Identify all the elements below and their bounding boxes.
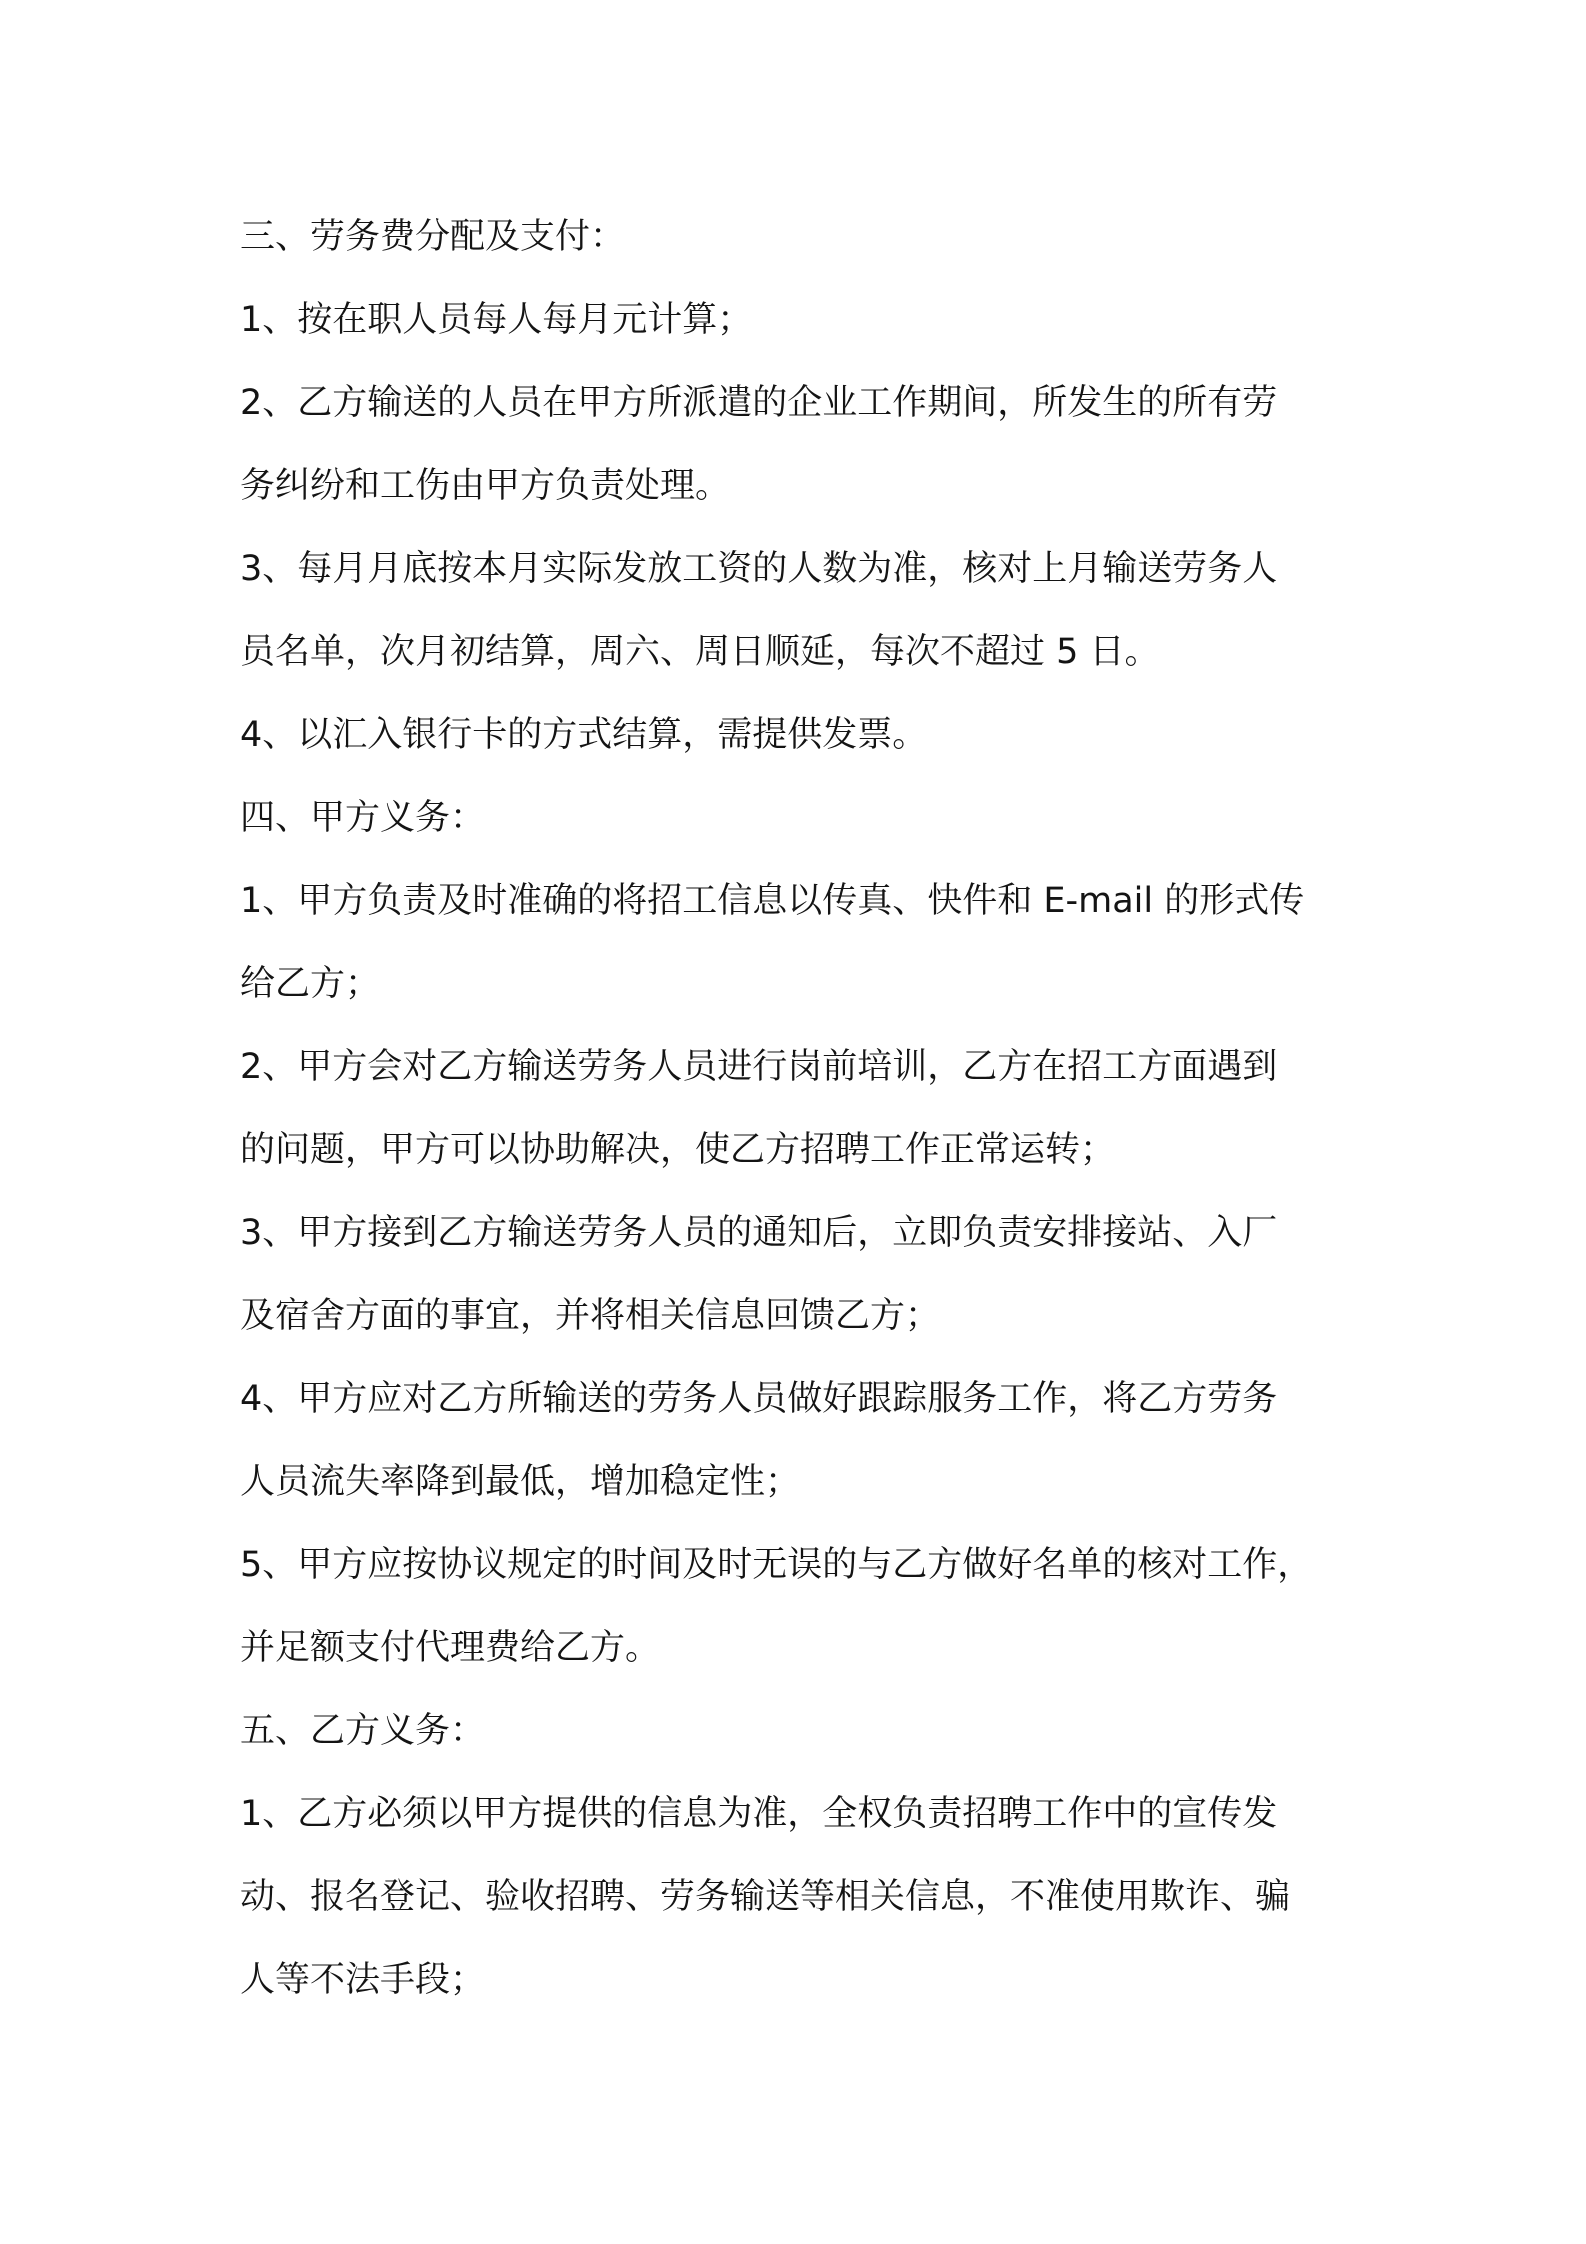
section-heading-5: 五、乙方义务： [240,1711,486,1751]
paragraph-line: 给乙方； [240,964,381,1004]
paragraph-line: 1、乙方必须以甲方提供的信息为准，全权负责招聘工作中的宣传发 [240,1794,1278,1834]
paragraph-line: 的问题，甲方可以协助解决，使乙方招聘工作正常运转； [240,1130,1116,1170]
paragraph-line: 人等不法手段； [240,1960,486,2000]
paragraph-line: 4、甲方应对乙方所输送的劳务人员做好跟踪服务工作，将乙方劳务 [240,1379,1278,1419]
paragraph-line: 人员流失率降到最低，增加稳定性； [240,1462,801,1502]
paragraph-line: 2、甲方会对乙方输送劳务人员进行岗前培训，乙方在招工方面遇到 [240,1047,1278,1087]
paragraph-line: 务纠纷和工伤由甲方负责处理。 [240,466,731,506]
paragraph-line: 并足额支付代理费给乙方。 [240,1628,661,1668]
paragraph-line: 3、甲方接到乙方输送劳务人员的通知后，立即负责安排接站、入厂 [240,1213,1278,1253]
section-heading-4: 四、甲方义务： [240,798,486,838]
paragraph-line: 及宿舍方面的事宜，并将相关信息回馈乙方； [240,1296,941,1336]
paragraph-line: 员名单，次月初结算，周六、周日顺延，每次不超过 5 日。 [240,632,1160,672]
document-body [240,196,1360,2022]
paragraph-line: 1、甲方负责及时准确的将招工信息以传真、快件和 E-mail 的形式传 [240,881,1305,921]
paragraph-line: 4、以汇入银行卡的方式结算，需提供发票。 [240,715,928,755]
paragraph-line: 3、每月月底按本月实际发放工资的人数为准，核对上月输送劳务人 [240,549,1278,589]
paragraph-line: 动、报名登记、验收招聘、劳务输送等相关信息，不准使用欺诈、骗 [240,1877,1291,1917]
section-heading-3: 三、劳务费分配及支付： [240,217,626,257]
paragraph-line: 5、甲方应按协议规定的时间及时无误的与乙方做好名单的核对工作， [240,1545,1313,1585]
paragraph-line: 2、乙方输送的人员在甲方所派遣的企业工作期间，所发生的所有劳 [240,383,1278,423]
paragraph-line: 1、按在职人员每人每月元计算； [240,300,753,340]
